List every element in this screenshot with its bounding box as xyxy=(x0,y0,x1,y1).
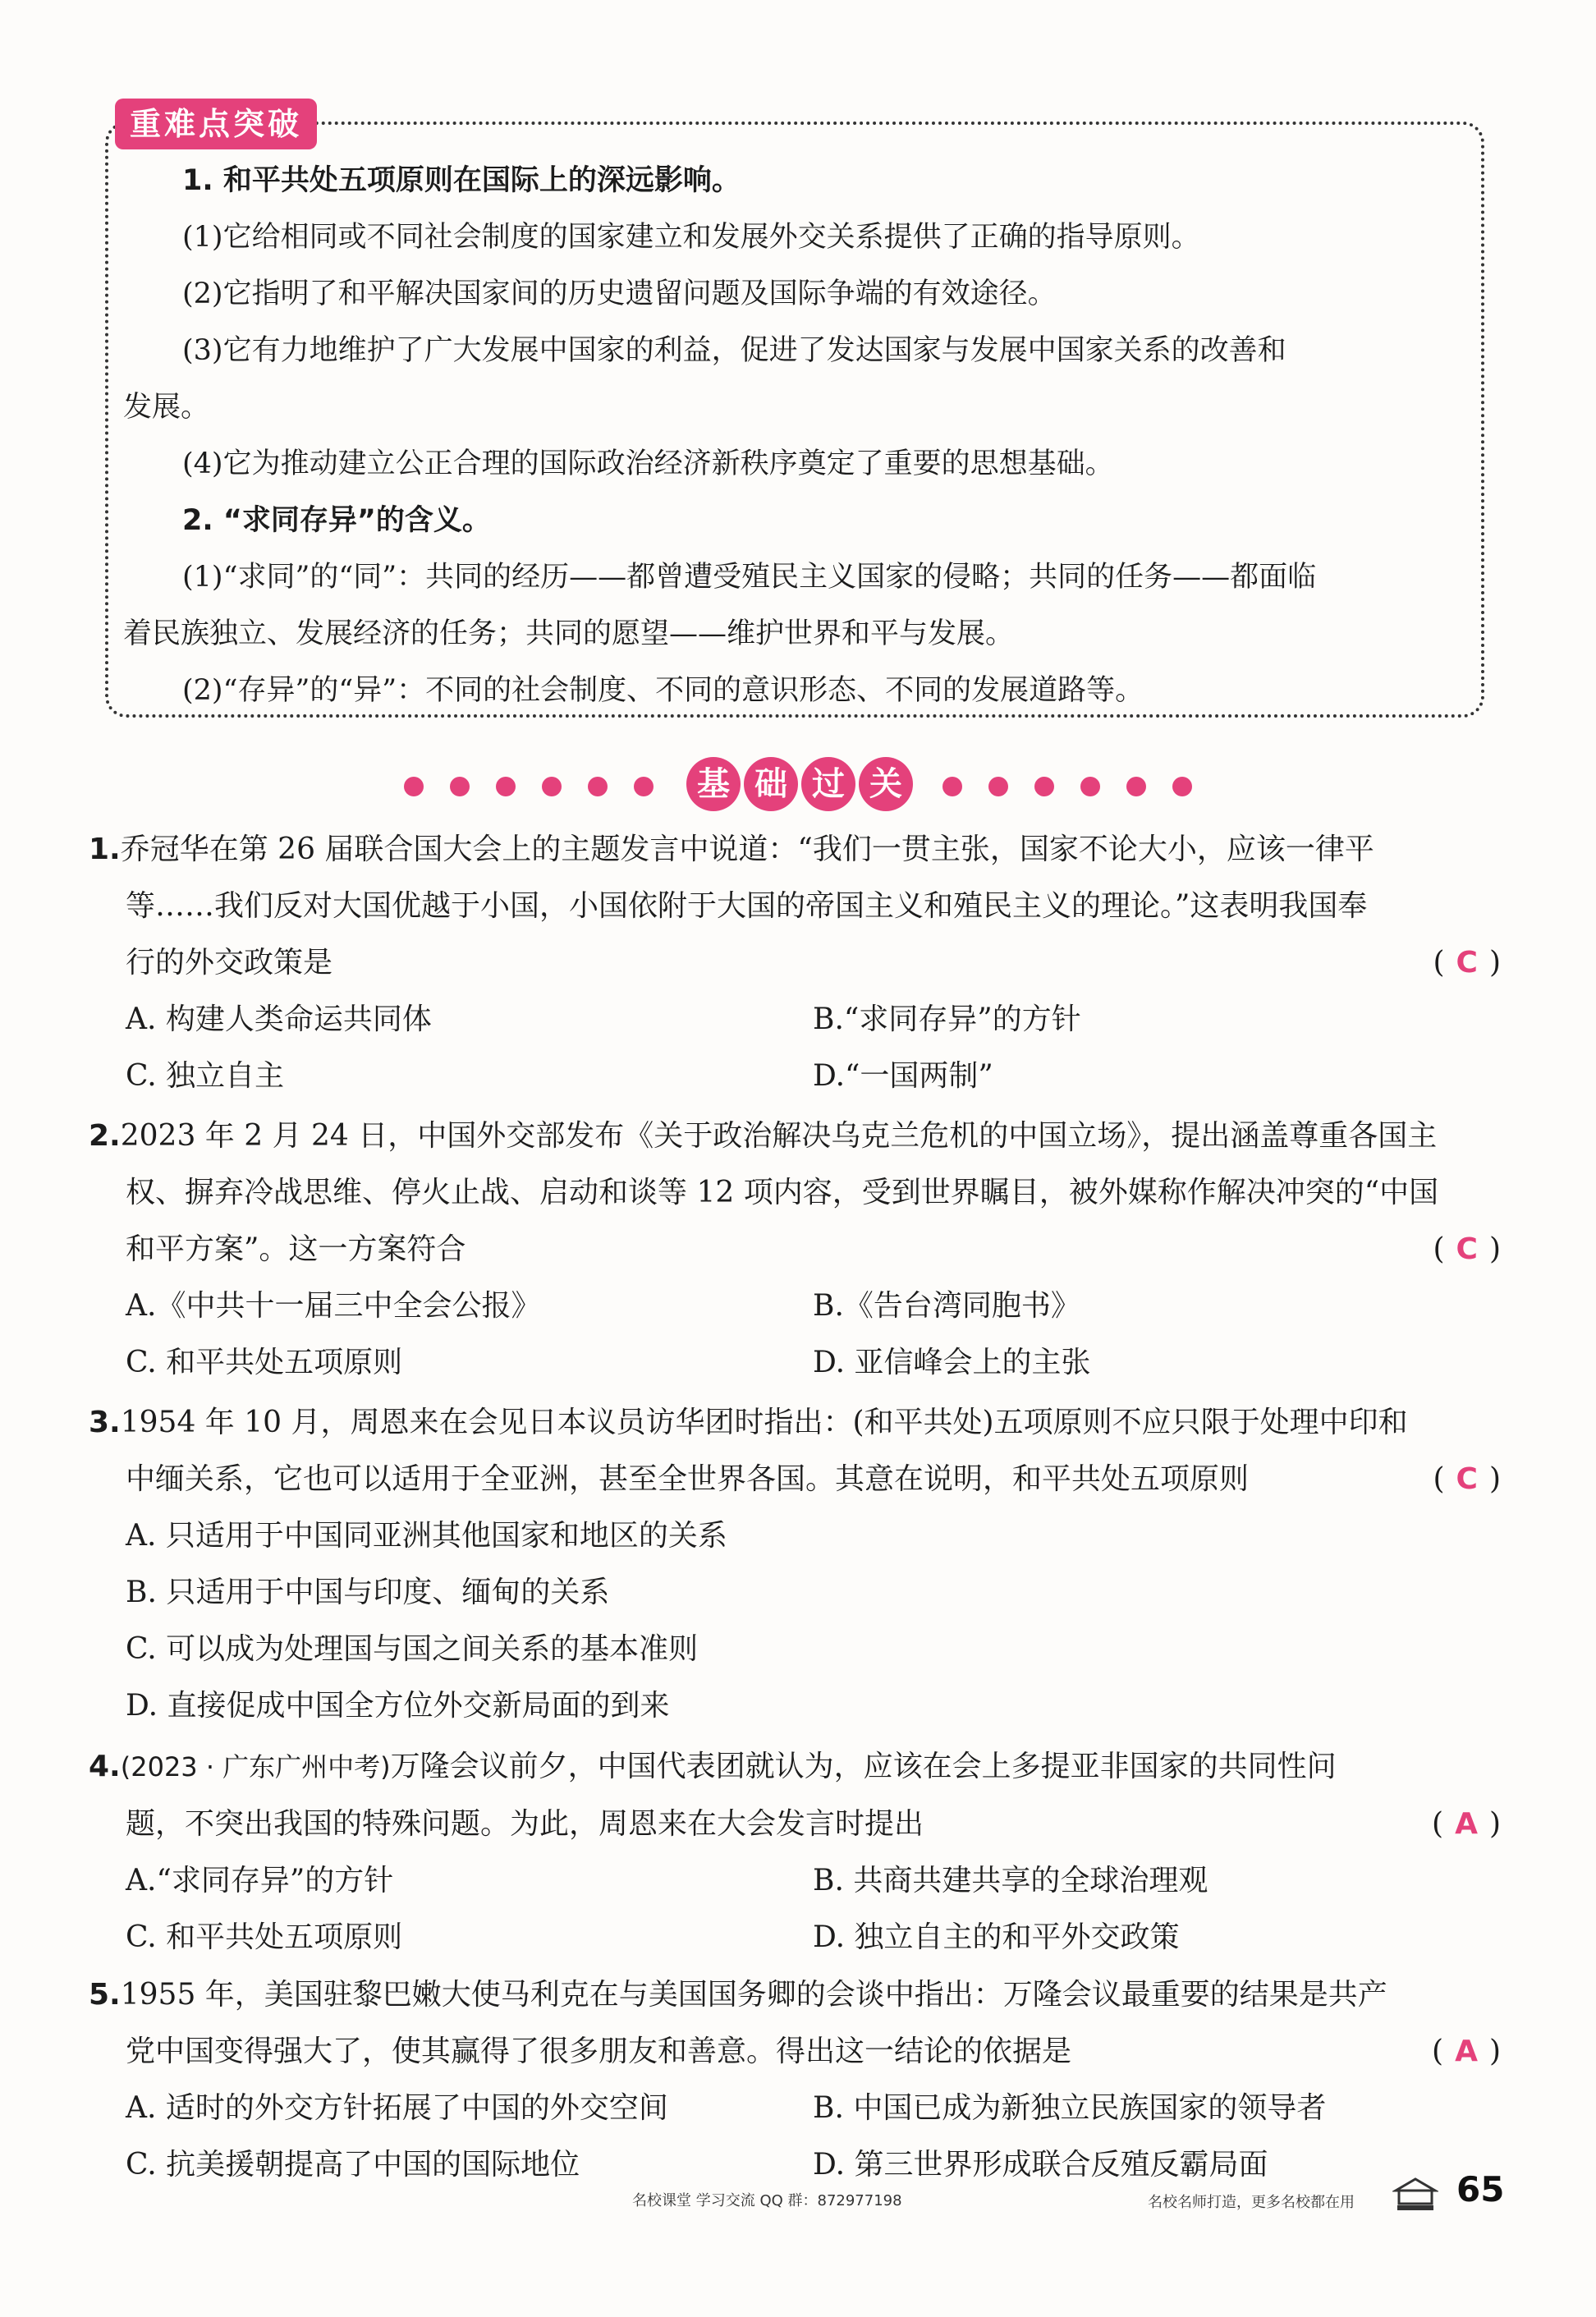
question-number: 2. xyxy=(89,1119,121,1153)
key-point-heading: 1. 和平共处五项原则在国际上的深远影响。 xyxy=(182,164,741,197)
option-d: D. 第三世界形成联合反殖反霸局面 xyxy=(813,2148,1268,2182)
option-b: B.《告台湾同胞书》 xyxy=(813,1289,1080,1323)
section-title-char: 关 xyxy=(859,757,913,811)
key-point-line: (3)它有力地维护了广大发展中国家的利益，促进了发达国家与发展中国家关系的改善和 xyxy=(182,334,1286,367)
question-4 xyxy=(89,1738,1501,1966)
key-point-line: (1)“求同”的“同”：共同的经历——都曾遭受殖民主义国家的侵略；共同的任务——都面临 xyxy=(182,561,1317,594)
answer-letter: A xyxy=(1455,2035,1478,2068)
option-c: C. 可以成为处理国与国之间关系的基本准则 xyxy=(126,1632,699,1666)
question-stem: 2023 年 2 月 24 日，中国外交部发布《关于政治解决乌克兰危机的中国立场》，提出涵盖尊重各国主 xyxy=(120,1119,1438,1153)
section-title xyxy=(0,754,1596,819)
key-points-content xyxy=(123,153,1478,719)
question-stem: 万隆会议前夕，中国代表团就认为，应该在会上多提亚非国家的共同性问 xyxy=(390,1750,1337,1783)
question-stem: 1954 年 10 月，周恩来在会见日本议员访华团时指出：(和平共处)五项原则不应只限于处理中印和 xyxy=(120,1406,1408,1439)
key-point-line: 着民族独立、发展经济的任务；共同的愿望——维护世界和平与发展。 xyxy=(123,617,1015,650)
option-a: A. 只适用于中国同亚洲其他国家和地区的关系 xyxy=(126,1519,727,1553)
question-stem: 党中国变得强大了，使其赢得了很多朋友和善意。得出这一结论的依据是 xyxy=(126,2035,1072,2068)
question-5 xyxy=(89,1966,1501,2193)
option-d: D. 亚信峰会上的主张 xyxy=(813,1346,1091,1379)
footer-qq-group: 名校课堂 学习交流 QQ 群：872977198 xyxy=(632,2192,902,2209)
option-c: C. 独立自主 xyxy=(126,1059,285,1093)
footer-slogan: 名校名师打造，更多名校都在用 xyxy=(1148,2194,1355,2211)
answer-bracket: ( C ) xyxy=(1433,1462,1501,1496)
key-point-line: 发展。 xyxy=(123,391,210,424)
decor-dot xyxy=(1126,777,1146,796)
option-d: D.“一国两制” xyxy=(813,1059,993,1093)
decor-dot xyxy=(1034,777,1054,796)
decor-dot xyxy=(404,777,424,796)
answer-letter: A xyxy=(1455,1807,1478,1841)
question-number: 1. xyxy=(89,833,121,866)
option-a: A. 适时的外交方针拓展了中国的外交空间 xyxy=(126,2091,668,2125)
question-stem: 中缅关系，它也可以适用于全亚洲，甚至全世界各国。其意在说明，和平共处五项原则 xyxy=(126,1462,1250,1496)
question-number: 4. xyxy=(89,1750,121,1783)
option-d: D. 独立自主的和平外交政策 xyxy=(813,1920,1180,1954)
question-stem: 1955 年，美国驻黎巴嫩大使马利克在与美国国务卿的会谈中指出：万隆会议最重要的结果是共产 xyxy=(120,1978,1387,2012)
section-title-char: 础 xyxy=(744,757,798,811)
question-stem: 乔冠华在第 26 届联合国大会上的主题发言中说道：“我们一贯主张，国家不论大小，应该一律平 xyxy=(120,833,1374,866)
decor-dot xyxy=(988,777,1008,796)
question-3 xyxy=(89,1394,1501,1734)
option-c: C. 和平共处五项原则 xyxy=(126,1920,403,1954)
option-b: B.“求同存异”的方针 xyxy=(813,1003,1081,1036)
decor-dot xyxy=(496,777,516,796)
option-c: C. 和平共处五项原则 xyxy=(126,1346,403,1379)
question-stem: 和平方案”。这一方案符合 xyxy=(126,1232,466,1266)
key-point-line: (2)它指明了和平解决国家间的历史遗留问题及国际争端的有效途径。 xyxy=(182,278,1057,310)
key-point-heading: 2. “求同存异”的含义。 xyxy=(182,504,491,537)
option-b: B. 共商共建共享的全球治理观 xyxy=(813,1864,1208,1897)
decor-dot xyxy=(542,777,562,796)
question-stem: 题，不突出我国的特殊问题。为此，周恩来在大会发言时提出 xyxy=(126,1807,924,1841)
question-source: (2023 · 广东广州中考) xyxy=(120,1751,391,1782)
question-number: 3. xyxy=(89,1406,121,1439)
section-title-char: 过 xyxy=(801,757,855,811)
option-a: A.《中共十一届三中全会公报》 xyxy=(126,1289,541,1323)
option-c: C. 抗美援朝提高了中国的国际地位 xyxy=(126,2148,580,2182)
question-stem: 权、摒弃冷战思维、停火止战、启动和谈等 12 项内容，受到世界瞩目，被外媒称作解决冲突的“中国 xyxy=(126,1176,1439,1209)
publisher-logo-icon xyxy=(1392,2174,1438,2212)
option-a: A.“求同存异”的方针 xyxy=(126,1864,394,1897)
key-point-line: (4)它为推动建立公正合理的国际政治经济新秩序奠定了重要的思想基础。 xyxy=(182,447,1114,480)
decor-dot xyxy=(1080,777,1100,796)
question-stem: 行的外交政策是 xyxy=(126,946,333,980)
answer-letter: C xyxy=(1456,1232,1478,1266)
decor-dot xyxy=(450,777,470,796)
section-title-char: 基 xyxy=(686,757,741,811)
key-points-tag: 重难点突破 xyxy=(115,99,317,149)
decor-dot xyxy=(588,777,608,796)
page-number: 65 xyxy=(1456,2169,1505,2209)
answer-bracket: ( C ) xyxy=(1433,946,1501,980)
page-footer xyxy=(0,2168,1596,2233)
question-number: 5. xyxy=(89,1978,121,2012)
answer-letter: C xyxy=(1456,1462,1478,1496)
answer-letter: C xyxy=(1456,946,1478,980)
decor-dot xyxy=(942,777,962,796)
option-d: D. 直接促成中国全方位外交新局面的到来 xyxy=(126,1689,670,1723)
decor-dot xyxy=(1172,777,1192,796)
option-b: B. 中国已成为新独立民族国家的领导者 xyxy=(813,2091,1327,2125)
question-2 xyxy=(89,1108,1501,1391)
answer-bracket: ( C ) xyxy=(1433,1232,1501,1266)
question-1 xyxy=(89,821,1501,1104)
option-a: A. 构建人类命运共同体 xyxy=(126,1003,432,1036)
decor-dot xyxy=(634,777,654,796)
key-point-line: (1)它给相同或不同社会制度的国家建立和发展外交关系提供了正确的指导原则。 xyxy=(182,221,1200,254)
key-point-line: (2)“存异”的“异”：不同的社会制度、不同的意识形态、不同的发展道路等。 xyxy=(182,674,1144,707)
option-b: B. 只适用于中国与印度、缅甸的关系 xyxy=(126,1576,610,1609)
question-stem: 等……我们反对大国优越于小国，小国依附于大国的帝国主义和殖民主义的理论。”这表明我国奉 xyxy=(126,889,1368,923)
answer-bracket: ( A ) xyxy=(1432,1807,1501,1841)
answer-bracket: ( A ) xyxy=(1432,2035,1501,2068)
